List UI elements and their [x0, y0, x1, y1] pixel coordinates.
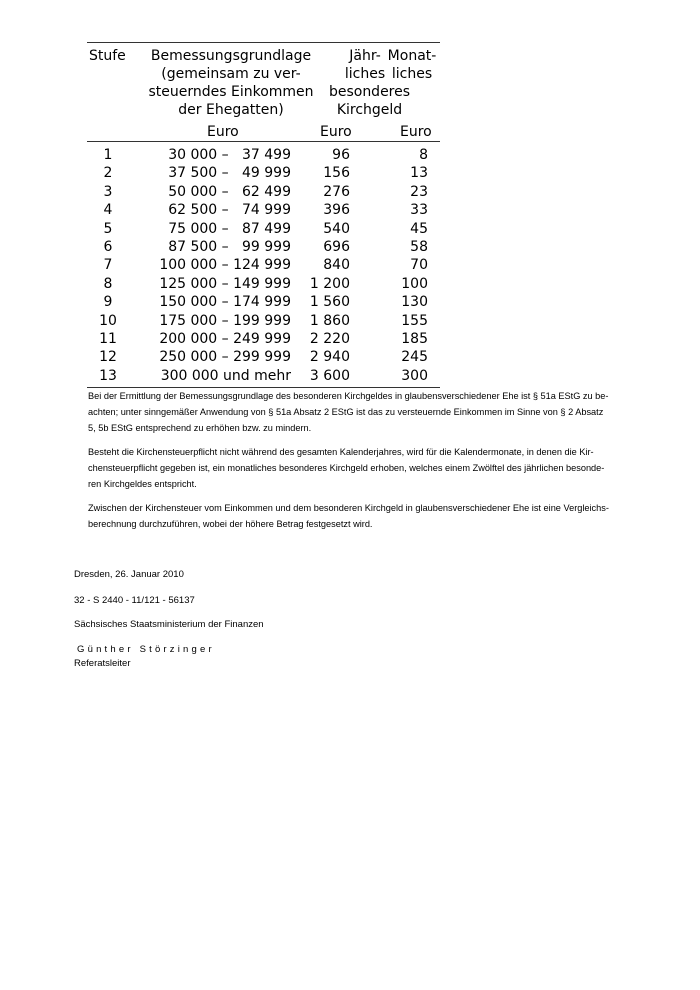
footer-signatory-role: Referatsleiter [74, 658, 131, 669]
unit-monat: Euro [400, 124, 432, 140]
cell-range: 150 000 – 174 999 [159, 294, 291, 311]
cell-monatlich: 130 [401, 294, 428, 311]
table-row [87, 164, 440, 182]
cell-stufe: 2 [103, 165, 113, 182]
cell-monatlich: 245 [401, 349, 428, 366]
cell-monatlich: 100 [401, 275, 428, 292]
cell-stufe: 11 [99, 330, 117, 347]
header-monatlich: Monat- liches [387, 48, 437, 82]
header-jaehrlich: Jähr- liches [344, 48, 386, 82]
table-header [87, 43, 440, 127]
footer-date: Dresden, 26. Januar 2010 [74, 569, 184, 580]
unit-row [87, 124, 440, 142]
cell-monatlich: 300 [401, 367, 428, 384]
footer-ministry: Sächsisches Staatsministerium der Finanzen [74, 619, 264, 630]
cell-stufe: 7 [103, 257, 113, 274]
cell-jaehrlich: 840 [323, 257, 350, 274]
cell-range: 75 000 – 87 499 [168, 220, 291, 237]
paragraph-bemessung: Bei der Ermittlung der Bemessungsgrundlage des besonderen Kirchgeldes in glaubensverschiedener Ehe ist § 51a EStG zu be- achten; unter sinngemäßer Anwendung von § 51a Absatz 2 EStG ist das zu versteuernde Einkommen im Sinne von § 2 Absatz 5, 5b EStG entsprechend zu erhöhen bzw. zu mindern. [88, 391, 609, 433]
cell-stufe: 12 [99, 349, 117, 366]
cell-range: 175 000 – 199 999 [159, 312, 291, 329]
cell-range: 50 000 – 62 499 [168, 183, 291, 200]
table-row [87, 330, 440, 348]
footer-reference: 32 - S 2440 - 11/121 - 56137 [74, 595, 195, 606]
cell-stufe: 9 [103, 294, 113, 311]
cell-monatlich: 70 [410, 257, 428, 274]
unit-jahr: Euro [320, 124, 352, 140]
cell-stufe: 5 [103, 220, 113, 237]
cell-stufe: 10 [99, 312, 117, 329]
cell-monatlich: 23 [410, 183, 428, 200]
cell-jaehrlich: 96 [332, 147, 350, 163]
table-row [87, 183, 440, 201]
cell-stufe: 3 [103, 183, 113, 200]
cell-jaehrlich: 276 [323, 183, 350, 200]
cell-monatlich: 8 [419, 147, 428, 163]
cell-monatlich: 13 [410, 165, 428, 182]
cell-stufe: 8 [103, 275, 113, 292]
cell-range: 125 000 – 149 999 [159, 275, 291, 292]
cell-monatlich: 58 [410, 238, 428, 255]
table-row [87, 146, 440, 164]
footer-signatory-name: Günther Störzinger [77, 644, 215, 655]
table-row [87, 275, 440, 293]
cell-jaehrlich: 1 860 [309, 312, 350, 329]
table-row [87, 367, 440, 385]
table-row [87, 220, 440, 238]
unit-range: Euro [207, 124, 239, 140]
cell-monatlich: 155 [401, 312, 428, 329]
cell-jaehrlich: 2 220 [309, 330, 350, 347]
kirchgeld-table [87, 42, 440, 388]
table-body [87, 142, 440, 387]
cell-stufe: 4 [103, 202, 113, 219]
cell-jaehrlich: 540 [323, 220, 350, 237]
cell-range: 100 000 – 124 999 [159, 257, 291, 274]
paragraph-vergleichsberechnung: Zwischen der Kirchensteuer vom Einkommen und dem besonderen Kirchgeld in glaubensverschiedener Ehe ist eine Vergleichs- berechnung durchzuführen, wobei der höhere Betrag festgesetzt wird. [88, 503, 609, 529]
cell-range: 200 000 – 249 999 [159, 330, 291, 347]
header-bemessungsgrundlage: Bemessungsgrundlage (gemeinsam zu ver- steuerndes Einkommen der Ehegatten) [148, 48, 314, 118]
cell-stufe: 13 [99, 367, 117, 384]
cell-range: 250 000 – 299 999 [159, 349, 291, 366]
cell-range: 30 000 – 37 499 [168, 147, 291, 163]
cell-jaehrlich: 696 [323, 238, 350, 255]
table-row [87, 348, 440, 366]
cell-range: 62 500 – 74 999 [168, 202, 291, 219]
cell-jaehrlich: 1 560 [309, 294, 350, 311]
paragraph-kirchensteuerpflicht: Besteht die Kirchensteuerpflicht nicht während des gesamten Kalenderjahres, wird für die Kalendermonate, in denen die Kir- chensteuerpflicht gegeben ist, ein monatliches besonderes Kirchgeld erhoben, welches einem Zwölftel des jährlichen besonde- ren Kirchgeldes entspricht. [88, 447, 605, 489]
cell-stufe: 1 [103, 147, 113, 163]
cell-monatlich: 33 [410, 202, 428, 219]
cell-monatlich: 185 [401, 330, 428, 347]
cell-stufe: 6 [103, 238, 113, 255]
table-row [87, 293, 440, 311]
cell-range: 300 000 und mehr [160, 367, 291, 384]
cell-jaehrlich: 1 200 [309, 275, 350, 292]
header-stufe: Stufe [89, 48, 126, 64]
cell-jaehrlich: 3 600 [309, 367, 350, 384]
cell-jaehrlich: 396 [323, 202, 350, 219]
table-row [87, 201, 440, 219]
header-besonderes-kirchgeld: besonderes Kirchgeld [328, 84, 411, 118]
cell-jaehrlich: 156 [323, 165, 350, 182]
table-row [87, 238, 440, 256]
cell-jaehrlich: 2 940 [309, 349, 350, 366]
cell-range: 87 500 – 99 999 [168, 238, 291, 255]
table-row [87, 312, 440, 330]
cell-monatlich: 45 [410, 220, 428, 237]
cell-range: 37 500 – 49 999 [168, 165, 291, 182]
table-row [87, 256, 440, 274]
